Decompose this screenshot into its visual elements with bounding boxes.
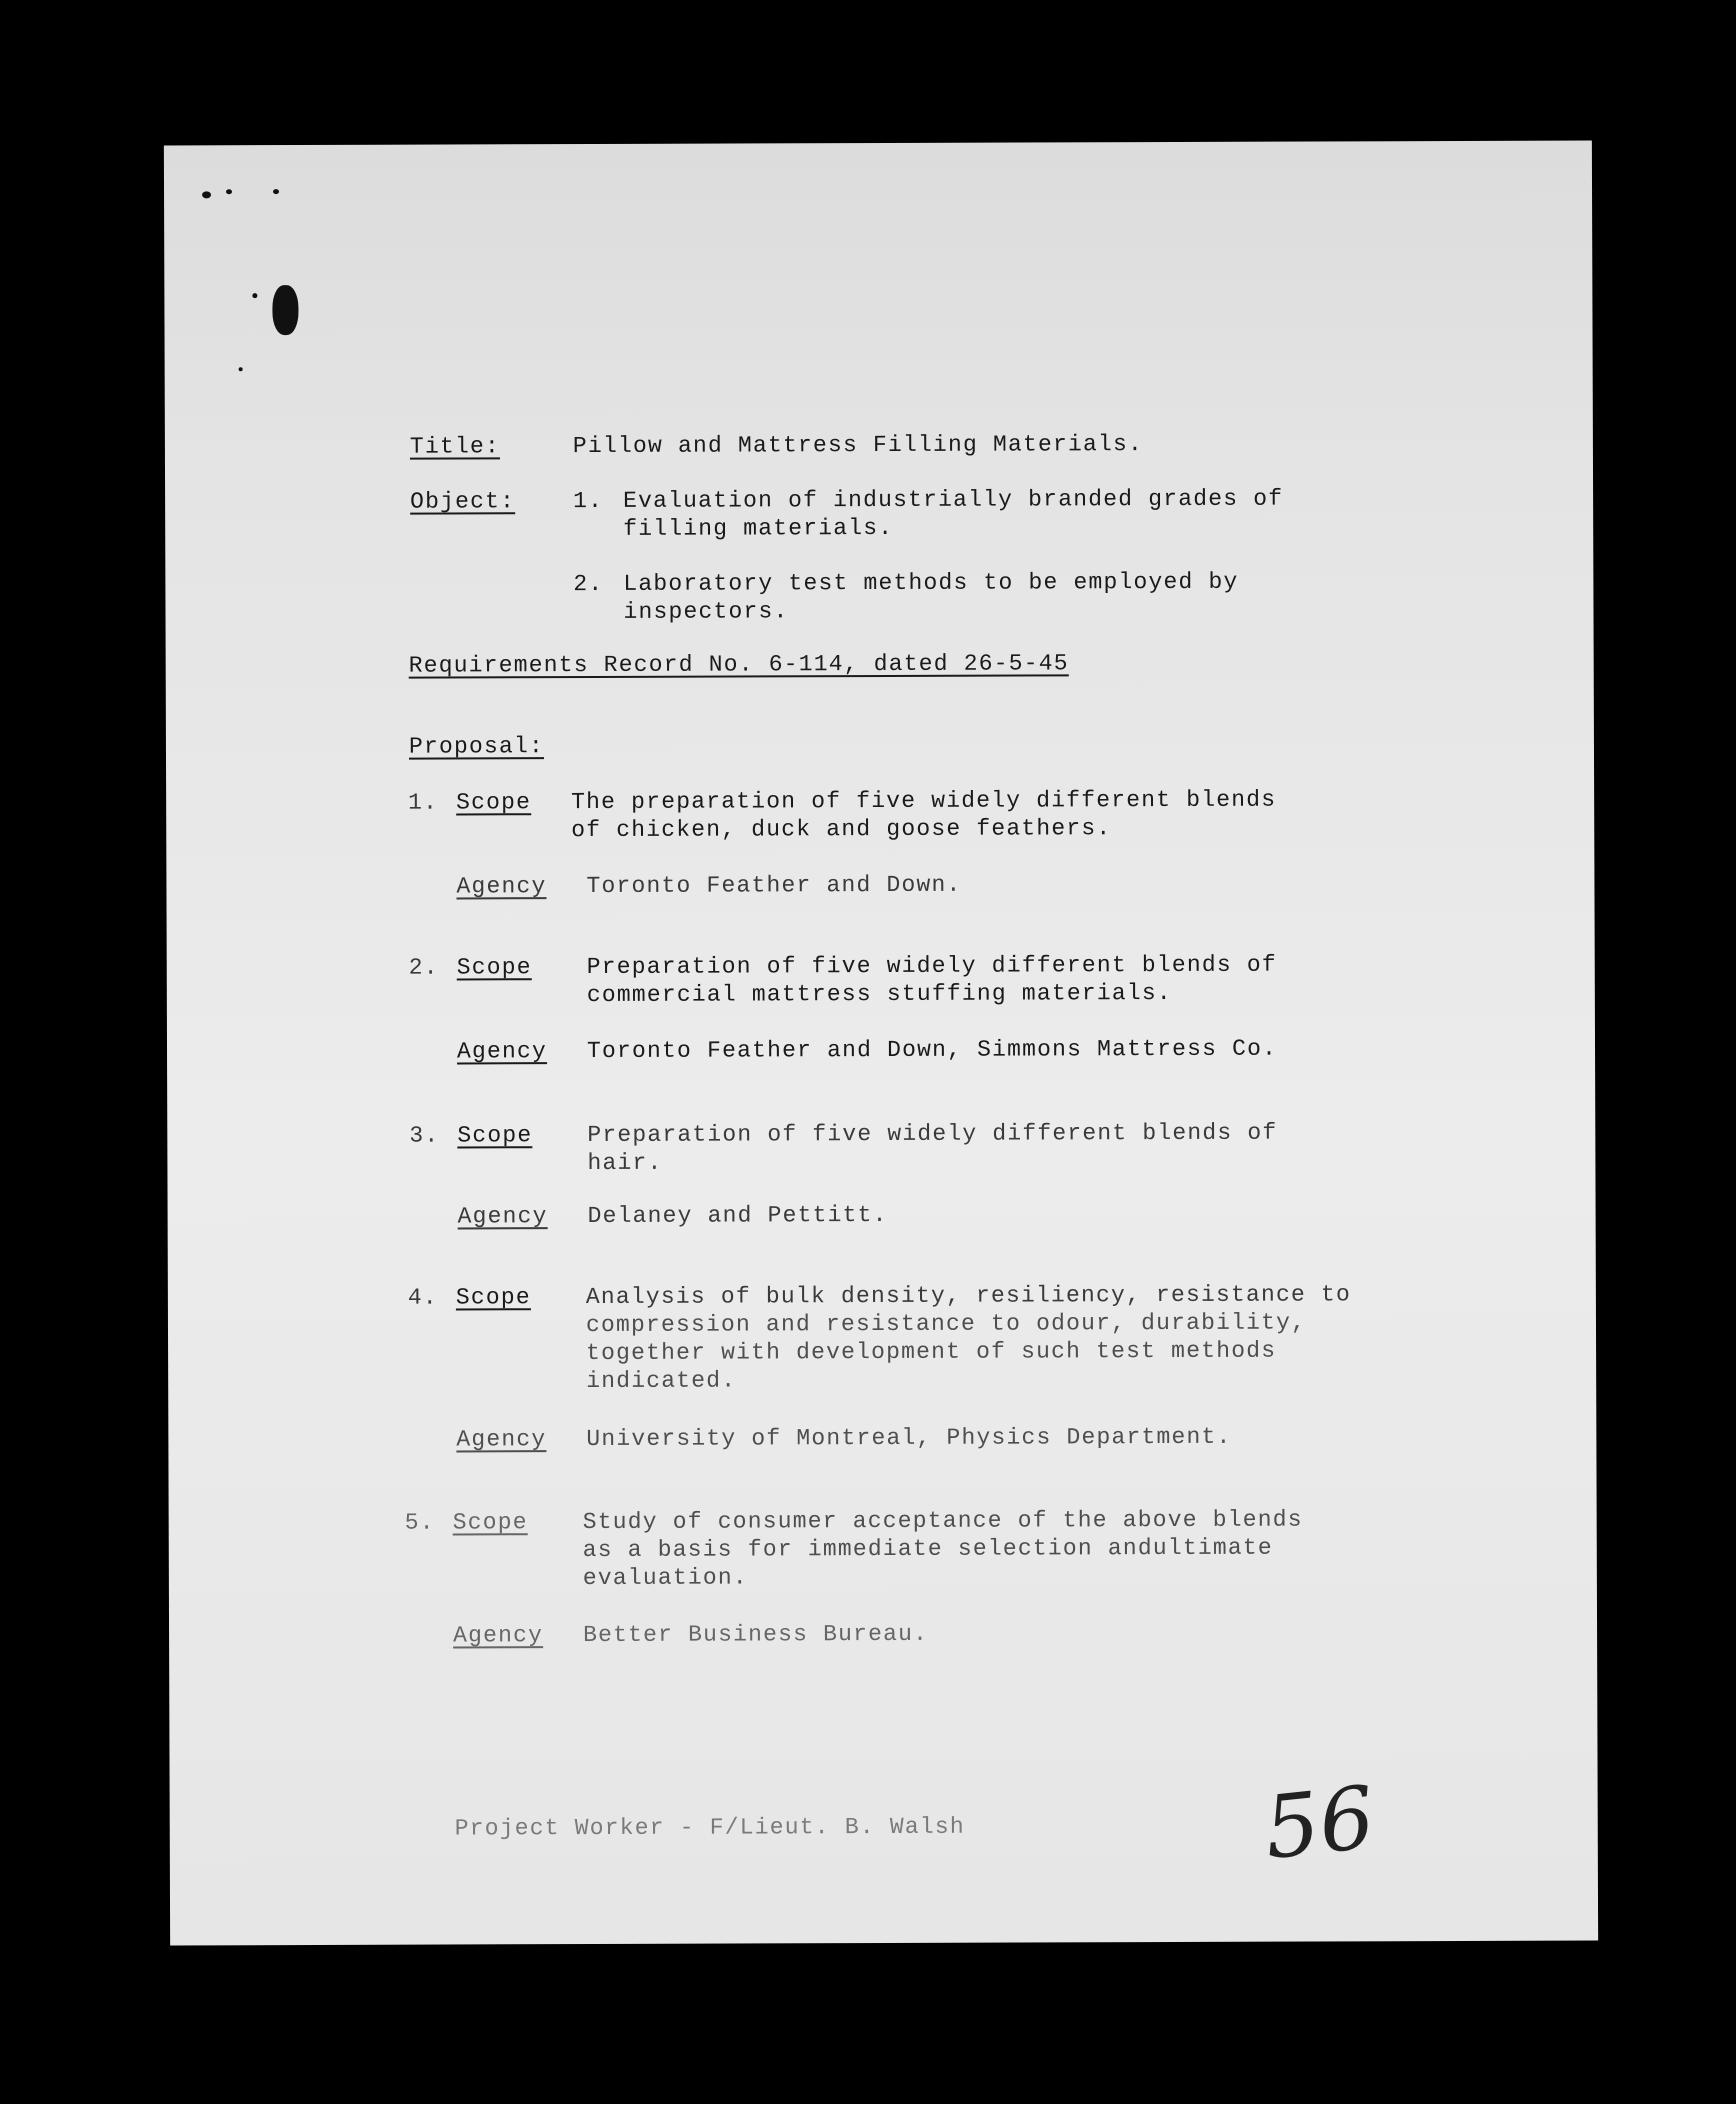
scope-label: Scope (456, 954, 532, 981)
scope-line: of chicken, duck and goose feathers. (571, 815, 1112, 844)
item-number: 3. (409, 1122, 440, 1149)
agency-value: Toronto Feather and Down, Simmons Mattress Co. (586, 1035, 1278, 1065)
agency-label: Agency (456, 1426, 547, 1453)
object-line: Evaluation of industrially branded grades of (623, 485, 1284, 514)
item-number: 4. (407, 1284, 438, 1311)
scope-line: together with development of such test methods (586, 1337, 1277, 1367)
title-value: Pillow and Mattress Filling Materials. (572, 431, 1144, 460)
agency-label: Agency (456, 1038, 548, 1065)
agency-value: Toronto Feather and Down. (586, 871, 962, 900)
item-number: 2. (408, 954, 439, 981)
scope-label: Scope (456, 789, 532, 816)
handwritten-page-number: 56 (1259, 1767, 1380, 1880)
agency-value: University of Montreal, Physics Department. (586, 1423, 1232, 1453)
object-line: filling materials. (623, 514, 894, 542)
scope-line: evaluation. (582, 1564, 748, 1592)
scope-label: Scope (455, 1284, 531, 1311)
project-worker: Project Worker - F/Lieut. B. Walsh (454, 1813, 965, 1842)
item-number: 5. (404, 1509, 435, 1536)
agency-value: Delaney and Pettitt. (587, 1201, 888, 1230)
scope-line: hair. (587, 1149, 663, 1177)
typed-document (164, 141, 1598, 1946)
scope-line: Analysis of bulk density, resiliency, resistance to (585, 1281, 1352, 1311)
title-label: Title: (409, 433, 500, 460)
agency-value: Better Business Bureau. (583, 1620, 929, 1649)
scope-label: Scope (452, 1509, 528, 1536)
agency-label: Agency (453, 1622, 544, 1649)
scope-line: Preparation of five widely different blends of (586, 951, 1277, 981)
scope-line: commercial mattress stuffing materials. (586, 979, 1172, 1009)
object-number: 2. (573, 570, 604, 598)
object-line: inspectors. (623, 598, 789, 625)
scope-line: indicated. (586, 1367, 737, 1395)
document-page (164, 141, 1598, 1946)
item-number: 1. (408, 789, 439, 816)
scope-line: The preparation of five widely different blends (571, 786, 1277, 816)
scope-line: as a basis for immediate selection andultimate (582, 1534, 1273, 1564)
requirements-record: Requirements Record No. 6-114, dated 26-5-45 (408, 650, 1069, 679)
scope-label: Scope (457, 1122, 533, 1149)
object-label: Object: (410, 488, 516, 515)
scope-line: Study of consumer acceptance of the above blends (582, 1506, 1303, 1536)
object-number: 1. (573, 487, 604, 515)
object-line: Laboratory test methods to be employed by (623, 568, 1239, 597)
scope-line: compression and resistance to odour, durability, (585, 1309, 1307, 1339)
proposal-label: Proposal: (408, 733, 545, 760)
agency-label: Agency (457, 1203, 548, 1230)
agency-label: Agency (456, 873, 547, 900)
scope-line: Preparation of five widely different blends of (587, 1119, 1278, 1149)
